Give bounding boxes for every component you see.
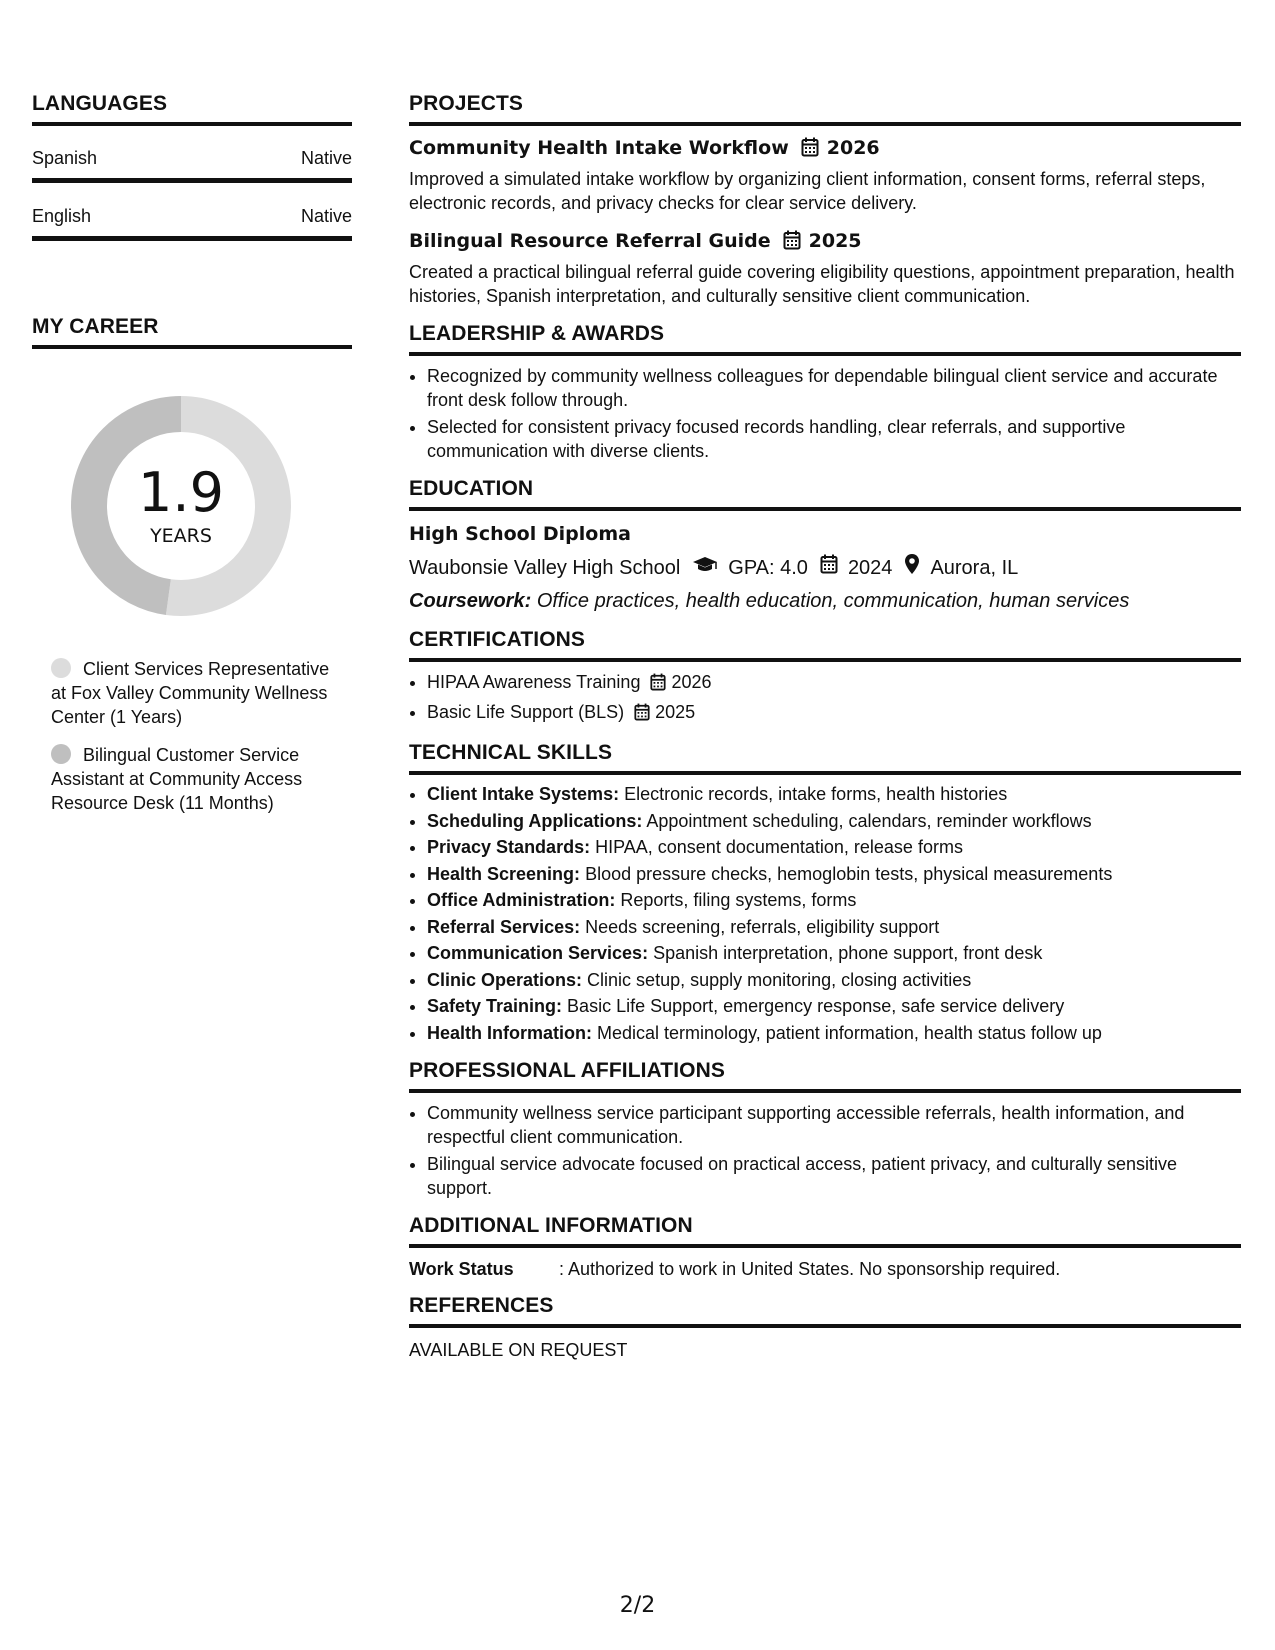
right-column bbox=[409, 92, 1241, 1375]
skill-label: Health Screening: bbox=[427, 863, 581, 884]
list-item bbox=[427, 700, 1241, 727]
coursework bbox=[409, 588, 1241, 614]
language-name: English bbox=[32, 206, 92, 226]
list-item bbox=[427, 810, 1241, 834]
leadership-section bbox=[409, 322, 1241, 463]
coursework-text: Office practices, health education, communication, human services bbox=[536, 590, 1130, 612]
language-level: Native bbox=[300, 148, 352, 168]
additional-section bbox=[409, 1214, 1241, 1280]
skills-section bbox=[409, 741, 1241, 1045]
language-row bbox=[32, 183, 352, 241]
work-status-row bbox=[409, 1258, 1241, 1280]
skill-label: Clinic Operations: bbox=[427, 969, 583, 990]
school-name: Waubonsie Valley High School bbox=[409, 556, 681, 579]
language-level: Native bbox=[300, 206, 352, 226]
map-pin-icon bbox=[904, 553, 920, 582]
list-item bbox=[427, 836, 1241, 860]
skill-label: Referral Services: bbox=[427, 916, 581, 937]
skill-value: Spanish interpretation, phone support, front desk bbox=[653, 943, 1043, 963]
gpa: GPA: 4.0 bbox=[728, 556, 808, 579]
page-number: 2/2 bbox=[619, 1593, 656, 1618]
work-status-label: Work Status bbox=[409, 1259, 514, 1279]
project-name: Community Health Intake Workflow bbox=[409, 137, 789, 159]
skill-label: Office Administration: bbox=[427, 890, 616, 910]
references-heading: REFERENCES bbox=[409, 1294, 1241, 1328]
calendar-icon bbox=[783, 230, 801, 256]
career-total-value: 1.9 bbox=[138, 461, 224, 524]
language-row bbox=[32, 126, 352, 183]
project-year: 2025 bbox=[808, 230, 862, 252]
career-role: Bilingual Customer Service Assistant at Community Access Resource Desk (11 Months) bbox=[51, 745, 303, 813]
project-description: Created a practical bilingual referral guide covering eligibility questions, appointment preparation, health histories, Spanish interpretation, and culturally sensitive client communication. bbox=[409, 262, 1235, 306]
legend-dot-icon bbox=[51, 744, 71, 764]
career-legend bbox=[51, 657, 341, 815]
career-total bbox=[66, 391, 296, 547]
list-item bbox=[427, 995, 1241, 1019]
skill-label: Safety Training: bbox=[427, 996, 563, 1016]
affiliations-section bbox=[409, 1059, 1241, 1200]
list-item bbox=[427, 670, 1241, 697]
project-title bbox=[409, 229, 1241, 256]
career-legend-item bbox=[51, 743, 341, 815]
affiliations-list bbox=[409, 1101, 1241, 1200]
skills-list bbox=[409, 783, 1241, 1045]
certifications-list bbox=[409, 670, 1241, 727]
skill-value: Clinic setup, supply monitoring, closing activities bbox=[587, 969, 972, 990]
graduation-cap-icon bbox=[692, 555, 718, 581]
skill-value: Blood pressure checks, hemoglobin tests, physical measurements bbox=[585, 863, 1113, 884]
list-item bbox=[427, 783, 1241, 807]
calendar-icon bbox=[801, 137, 819, 163]
skill-value: Reports, filing systems, forms bbox=[620, 890, 857, 910]
leadership-heading: LEADERSHIP & AWARDS bbox=[409, 322, 1241, 356]
skill-value: Electronic records, intake forms, health histories bbox=[624, 784, 1008, 804]
certification-name: Basic Life Support (BLS) bbox=[427, 702, 625, 722]
education-heading: EDUCATION bbox=[409, 477, 1241, 511]
list-item bbox=[427, 863, 1241, 887]
project-name: Bilingual Resource Referral Guide bbox=[409, 230, 771, 252]
degree-title: High School Diploma bbox=[409, 523, 631, 545]
career-total-unit: YEARS bbox=[150, 525, 212, 547]
certifications-heading: CERTIFICATIONS bbox=[409, 628, 1241, 662]
list-item bbox=[427, 916, 1241, 940]
graduation-year: 2024 bbox=[847, 556, 893, 579]
skill-value: Basic Life Support, emergency response, safe service delivery bbox=[567, 996, 1065, 1016]
project-description: Improved a simulated intake workflow by organizing client information, consent forms, referral steps, electronic records, and privacy checks for clear service delivery. bbox=[409, 169, 1206, 213]
skill-value: HIPAA, consent documentation, release forms bbox=[595, 837, 963, 857]
work-status-value: : Authorized to work in United States. No sponsorship required. bbox=[559, 1259, 1061, 1279]
list-item: • Selected for consistent privacy focused records handling, clear referrals, and supportive communication with diverse clients. bbox=[427, 415, 1241, 463]
references-section bbox=[409, 1294, 1241, 1361]
skill-label: Client Intake Systems: bbox=[427, 784, 620, 804]
skill-label: Health Information: bbox=[427, 1022, 592, 1043]
skills-heading: TECHNICAL SKILLS bbox=[409, 741, 1241, 775]
additional-heading: ADDITIONAL INFORMATION bbox=[409, 1214, 1241, 1248]
career-heading: MY CAREER bbox=[32, 315, 352, 349]
skill-label: Scheduling Applications: bbox=[427, 810, 643, 831]
legend-dot-icon bbox=[51, 658, 71, 678]
list-item bbox=[427, 1022, 1241, 1046]
references-text: AVAILABLE ON REQUEST bbox=[409, 1340, 628, 1360]
list-item bbox=[427, 942, 1241, 966]
school-location: Aurora, IL bbox=[930, 556, 1019, 579]
career-role: Client Services Representative at Fox Valley Community Wellness Center (1 Years) bbox=[51, 659, 330, 727]
certifications-section bbox=[409, 628, 1241, 727]
calendar-icon bbox=[634, 703, 650, 727]
projects-heading: PROJECTS bbox=[409, 92, 1241, 126]
skill-value: Needs screening, referrals, eligibility support bbox=[585, 916, 940, 937]
project-title bbox=[409, 136, 1241, 163]
skill-label: Privacy Standards: bbox=[427, 837, 591, 857]
calendar-icon bbox=[820, 554, 838, 581]
calendar-icon bbox=[650, 673, 666, 697]
left-column bbox=[32, 92, 352, 829]
language-name: Spanish bbox=[32, 148, 98, 168]
skill-label: Communication Services: bbox=[427, 943, 649, 963]
list-item: • Recognized by community wellness colleagues for dependable bilingual client service and accurate front desk follow through. bbox=[427, 364, 1241, 412]
career-legend-item bbox=[51, 657, 341, 729]
education-section bbox=[409, 477, 1241, 614]
certification-year: 2026 bbox=[671, 672, 712, 692]
languages-heading: LANGUAGES bbox=[32, 92, 352, 126]
affiliations-heading: PROFESSIONAL AFFILIATIONS bbox=[409, 1059, 1241, 1093]
list-item bbox=[427, 889, 1241, 913]
coursework-label: Coursework: bbox=[409, 590, 532, 612]
career-donut-chart bbox=[66, 391, 296, 621]
certification-year: 2025 bbox=[655, 702, 696, 722]
education-meta bbox=[409, 553, 1241, 582]
certification-name: HIPAA Awareness Training bbox=[427, 672, 641, 692]
list-item: • Bilingual service advocate focused on practical access, patient privacy, and culturally sensitive support. bbox=[427, 1152, 1241, 1200]
list-item: • Community wellness service participant supporting accessible referrals, health information, and respectful client communication. bbox=[427, 1101, 1241, 1149]
projects-section bbox=[409, 92, 1241, 308]
leadership-list bbox=[409, 364, 1241, 463]
skill-value: Appointment scheduling, calendars, reminder workflows bbox=[646, 810, 1092, 831]
project-year: 2026 bbox=[826, 137, 880, 159]
skill-value: Medical terminology, patient information, health status follow up bbox=[597, 1022, 1102, 1043]
list-item bbox=[427, 969, 1241, 993]
